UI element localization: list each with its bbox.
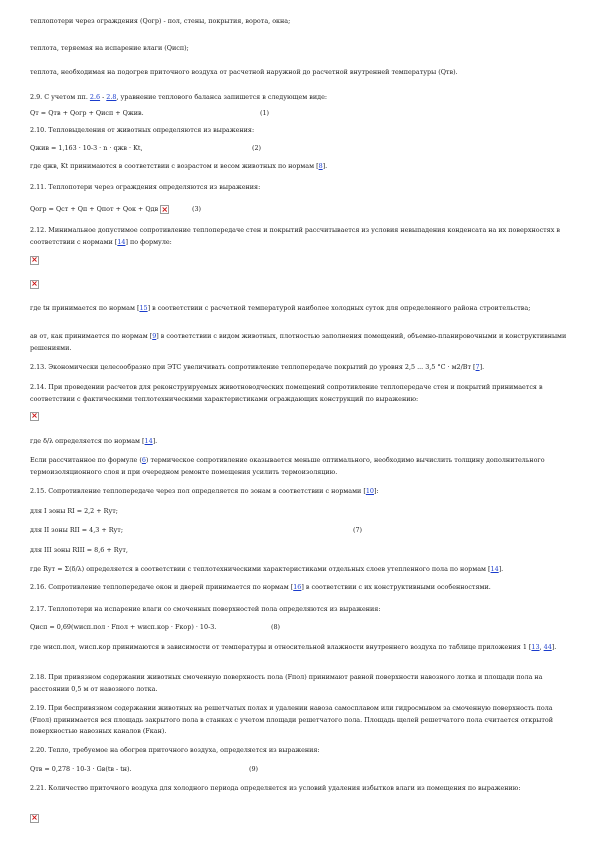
equation-number: (3) bbox=[192, 205, 202, 213]
paragraph-2-16: 2.16. Сопротивление теплопередаче окон и дверей принимается по нормам [16] в соответствии с их конструктивными особенностями. bbox=[30, 583, 491, 591]
paragraph-evaporation-heat: теплота, теряемая на испарение влаги (Qисп); bbox=[30, 44, 189, 52]
paragraph-2-9: 2.9. С учетом пп. 2.6 - 2.8, уравнение теплового баланса запишется в следующем виде: bbox=[30, 93, 328, 101]
ref-link-9[interactable]: 9 bbox=[152, 332, 157, 340]
paragraph-2-13: 2.13. Экономически целесообразно при ЭТС увеличивать сопротивление теплопередаче покрытий до уровня 2,5 ... 3,5 °С · м2/Вт [7]. bbox=[30, 363, 485, 371]
equation-number: (9) bbox=[249, 765, 259, 773]
broken-image-formula-4 bbox=[30, 256, 39, 265]
ref-link-formula-6[interactable]: 6 bbox=[141, 456, 146, 464]
ref-link-16[interactable]: 16 bbox=[293, 583, 302, 591]
equation-zone-3: для III зоны RIII = 8,6 + Rут, bbox=[30, 546, 128, 554]
paragraph-2-14: 2.14. При проведении расчетов для реконструируемых животноводческих помещений сопротивление теплопередаче стен и покрытий принимается в соответствии с фактическими теплотехническими характеристиками ограждающих конструкций по выражению: bbox=[30, 383, 543, 403]
paragraph-2-20: 2.20. Тепло, требуемое на обогрев приточного воздуха, определяется из выражения: bbox=[30, 746, 320, 754]
equation-zone-1: для I зоны RI = 2,2 + Rут; bbox=[30, 507, 118, 515]
broken-image-icon bbox=[30, 280, 39, 289]
paragraph-heat-loss-enclosures: теплопотери через ограждения (Qогр) - пол, стены, покрытия, ворота, окна; bbox=[30, 17, 291, 25]
paragraph-tn-note: где tн принимается по нормам [15] в соответствии с расчетной температурой наиболее холодных суток для определенного района строительства; bbox=[30, 304, 531, 312]
broken-image-icon bbox=[30, 412, 39, 421]
paragraph-air-heating: теплота, необходимая на подогрев приточного воздуха от расчетной наружной до расчетной внутренней температуры (Qтв). bbox=[30, 68, 458, 76]
paragraph-2-10: 2.10. Тепловыделения от животных определяются из выражения: bbox=[30, 126, 255, 134]
ref-link-10[interactable]: 10 bbox=[365, 487, 374, 495]
ref-link-2-6[interactable]: 2.6 bbox=[89, 93, 101, 101]
paragraph-2-17: 2.17. Теплопотери на испарение влаги со смоченных поверхностей пола определяются из выражения: bbox=[30, 605, 381, 613]
paragraph-rut-note: где Rут = Σ(δ/λ) определяется в соответствии с теплотехническими характеристиками отдельных слоев утепленного пола по нормам [14]. bbox=[30, 565, 504, 573]
equation-number: (1) bbox=[260, 109, 270, 117]
paragraph-av-note: aв от, как принимается по нормам [9] в соответствии с видом животных, плотностью заполнения помещений, объемно-планировочными и конструктивными решениями. bbox=[30, 332, 567, 352]
paragraph-2-11: 2.11. Теплопотери через ограждения определяются из выражения: bbox=[30, 183, 261, 191]
ref-link-7[interactable]: 7 bbox=[475, 363, 480, 371]
paragraph-2-12: 2.12. Минимальное допустимое сопротивление теплопередаче стен и покрытий рассчитывается из условия невыпадения конденсата на их поверхностях в соответствии с нормами [14] по формуле: bbox=[30, 226, 560, 246]
equation-number: (2) bbox=[252, 144, 262, 152]
broken-image-icon bbox=[30, 256, 39, 265]
paragraph-qzhv-note: где qжв, Kt принимаются в соответствии с возрастом и весом животных по нормам [8]. bbox=[30, 162, 328, 170]
ref-link-14[interactable]: 14 bbox=[144, 437, 153, 445]
equation-9: Qтв = 0,278 · 10-3 · Gв(tв - tн). (9) bbox=[30, 764, 570, 776]
ref-link-15[interactable]: 15 bbox=[139, 304, 148, 312]
paragraph-delta-lambda-note: где δ/λ определяется по нормам [14]. bbox=[30, 437, 158, 445]
equation-8: Qисп = 0,69(wисп.пол · Fпол + wисп.кор · Fкор) · 10-3. (8) bbox=[30, 622, 570, 634]
equation-3: Qогр = Qст + Qп + Qпот + Qок + Qдв × (3) bbox=[30, 204, 570, 216]
equation-number: (7) bbox=[353, 526, 363, 534]
paragraph-wisp-note: где wисп.пол, wисп.кор принимаются в зависимости от температуры и относительной влажности внутреннего воздуха по таблице приложения 1 [13, 44]. bbox=[30, 643, 557, 651]
broken-image-formula-10 bbox=[30, 814, 39, 823]
ref-link-8[interactable]: 8 bbox=[318, 162, 323, 170]
ref-link-14[interactable]: 14 bbox=[117, 237, 126, 246]
equation-1: Qт = Qтв + Qогр + Qисп + Qжив. (1) bbox=[30, 108, 570, 120]
ref-link-14[interactable]: 14 bbox=[490, 565, 499, 573]
broken-image-formula-5 bbox=[30, 280, 39, 289]
paragraph-insulation: Если рассчитанное по формуле (6) термическое сопротивление оказывается меньше оптимального, необходимо вычислить толщину дополнительного термоизоляционного слоя и при очередном ремонте помещения усилить термоизоляцию. bbox=[30, 456, 545, 476]
paragraph-2-15: 2.15. Сопротивление теплопередаче через пол определяется по зонам в соответствии с нормами [10]: bbox=[30, 487, 379, 495]
ref-link-44[interactable]: 44 bbox=[543, 643, 552, 651]
equation-zone-2: для II зоны RII = 4,3 + Rут; (7) bbox=[30, 525, 570, 537]
broken-image-icon bbox=[160, 205, 169, 214]
paragraph-2-21: 2.21. Количество приточного воздуха для холодного периода определяется из условий удаления избытков влаги из помещения по выражению: bbox=[30, 784, 521, 792]
broken-image-icon bbox=[30, 814, 39, 823]
ref-link-2-8[interactable]: 2.8 bbox=[106, 93, 117, 101]
paragraph-2-19: 2.19. При беспривязном содержании животных на решетчатых полах и удалении навоза самосплавом или гидросмывом за смоченную поверхность пола (Fпол) принимается вся площадь закрытого пола в станках с учетом площади решетчатого пола. Площадь щелей решетчатого пола считается открытой поверхностью навозных каналов (Fкан). bbox=[30, 704, 554, 735]
paragraph-2-18: 2.18. При привязном содержании животных смоченную поверхность пола (Fпол) принимают равной поверхности навозного лотка и площади пола на расстоянии 0,5 м от навозного лотка. bbox=[30, 673, 543, 693]
broken-image-formula-6 bbox=[30, 412, 39, 421]
ref-link-13[interactable]: 13 bbox=[531, 643, 540, 651]
equation-number: (8) bbox=[271, 623, 281, 631]
equation-2: Qжив = 1,163 · 10-3 · n · qжв · Kt, (2) bbox=[30, 143, 570, 155]
